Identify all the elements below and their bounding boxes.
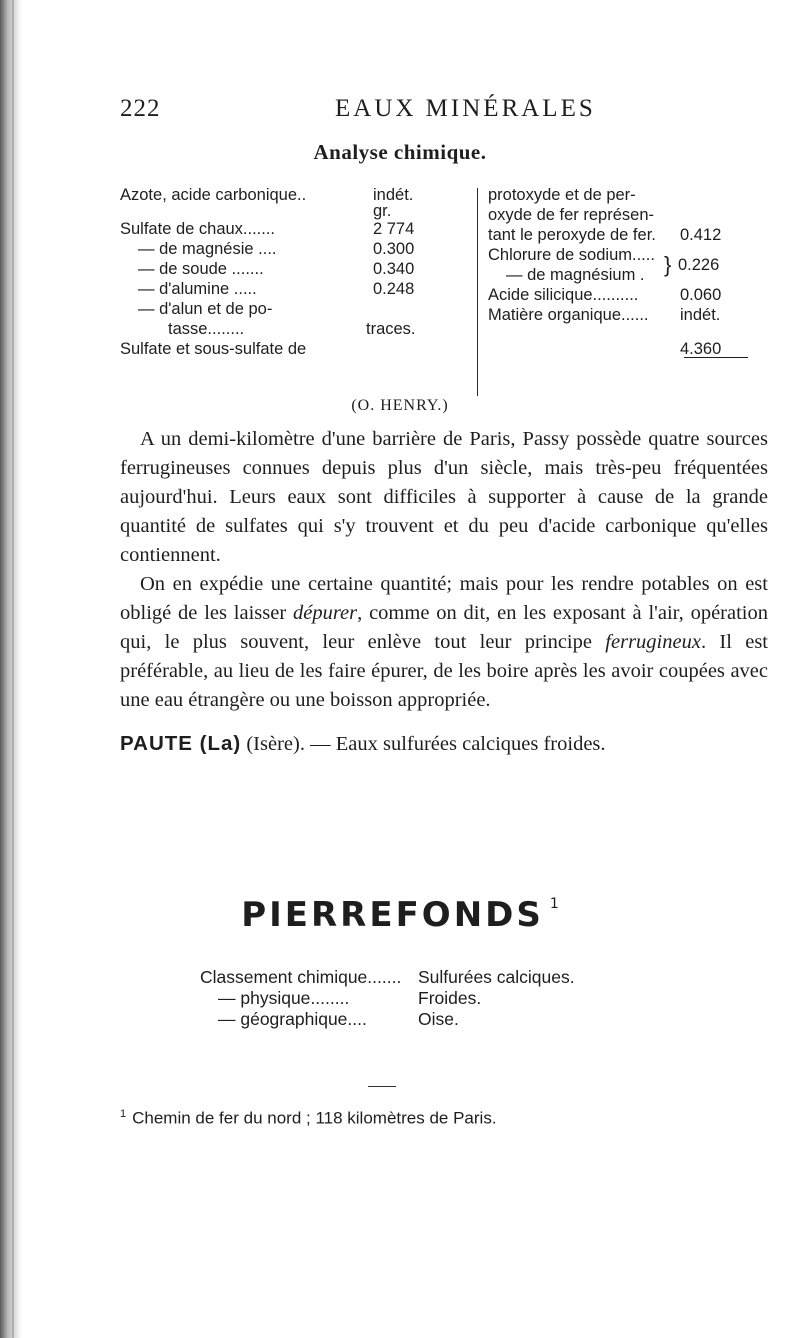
unit-label: gr. xyxy=(373,202,392,220)
analysis-value: indét. xyxy=(680,306,721,324)
footnote-text: Chemin de fer du nord ; 118 kilomètres de Paris. xyxy=(132,1108,497,1128)
footnote xyxy=(120,1108,780,1129)
entry-paute xyxy=(120,732,780,756)
analysis-label: — de soude ....... xyxy=(138,260,264,278)
analysis-row xyxy=(120,259,472,279)
analysis-row xyxy=(488,205,768,225)
analysis-row xyxy=(488,245,768,265)
analysis-label: Chlorure de sodium..... xyxy=(488,246,655,264)
footnote-marker: 1 xyxy=(549,896,559,912)
analysis-label: Sulfate et sous-sulfate de xyxy=(120,340,307,358)
analysis-title: Analyse chimique. xyxy=(313,140,487,164)
analysis-row xyxy=(488,305,768,325)
page-number: 222 xyxy=(120,95,161,122)
paragraph-text: , comme on dit, en les exposant à l'air, opération qui, le plus souvent, leur enlève tout leur principe xyxy=(120,602,768,653)
section-title-text: PIERREFONDS xyxy=(241,895,544,935)
analysis-row xyxy=(488,285,768,305)
analysis-label: Sulfate de chaux....... xyxy=(120,220,276,238)
braced-value: 0.226 xyxy=(678,256,720,274)
analysis-signature: (O. HENRY.) xyxy=(351,397,449,414)
body-text xyxy=(120,425,768,715)
analysis-left-column xyxy=(120,185,472,359)
paragraph-text: On en expédie une certaine quantité; mais pour les rendre potables on est obligé de les laisser xyxy=(120,573,768,624)
footnote-number: 1 xyxy=(120,1108,127,1120)
analysis-value: 0.300 xyxy=(373,240,415,258)
braced-group xyxy=(488,245,768,285)
analysis-row xyxy=(120,185,472,205)
analysis-total-row xyxy=(488,339,768,359)
classification-value: Sulfurées calciques. xyxy=(418,967,575,987)
analysis-label: tasse........ xyxy=(168,320,245,338)
analysis-row xyxy=(120,339,472,359)
analysis-value: 0.248 xyxy=(373,280,415,298)
analysis-row xyxy=(120,279,472,299)
analysis-row xyxy=(120,219,472,239)
paragraph-text: . Il est préférable, au lieu de les faire épurer, de les boire après les avoir coupées avec une eau étrangère ou une boisson appropriée. xyxy=(120,631,768,711)
paragraph xyxy=(120,570,768,715)
analysis-label: — d'alumine ..... xyxy=(138,280,257,298)
analysis-label: Acide silicique.......... xyxy=(488,286,639,304)
section-title xyxy=(0,895,800,935)
analysis-right-column xyxy=(488,185,768,359)
classification-label: — géographique.... xyxy=(218,1009,367,1029)
analysis-value: 0.060 xyxy=(680,286,722,304)
classification-list xyxy=(200,967,700,1030)
column-divider xyxy=(477,188,478,396)
analysis-row xyxy=(120,299,472,319)
analysis-row xyxy=(488,185,768,205)
analysis-label: tant le peroxyde de fer. xyxy=(488,226,656,244)
emphasis-text: ferrugineux xyxy=(605,631,701,653)
classification-row xyxy=(200,967,700,988)
analysis-value: 0.340 xyxy=(373,260,415,278)
classification-value: Oise. xyxy=(418,1009,459,1029)
analysis-value: indét. xyxy=(373,186,414,204)
analysis-label: Matière organique...... xyxy=(488,306,649,324)
page-binding-shadow xyxy=(0,0,22,1338)
running-head: EAUX MINÉRALES xyxy=(335,95,596,122)
entry-description: (Isère). — Eaux sulfurées calciques froides. xyxy=(246,733,606,755)
brace-glyph: } xyxy=(664,252,672,277)
footnote-separator xyxy=(368,1086,396,1087)
analysis-label: — de magnésie .... xyxy=(138,240,277,258)
analysis-label: — de magnésium . xyxy=(506,266,645,284)
entry-name: PAUTE (La) xyxy=(120,732,242,755)
classification-row xyxy=(200,988,700,1009)
analysis-row xyxy=(488,265,768,285)
analysis-row xyxy=(120,319,472,339)
analysis-row xyxy=(488,225,768,245)
classification-value: Froides. xyxy=(418,988,482,1008)
analysis-label: — d'alun et de po- xyxy=(138,300,273,318)
analysis-label: Azote, acide carbonique.. xyxy=(120,186,307,204)
paragraph: A un demi-kilomètre d'une barrière de Paris, Passy possède quatre sources ferrugineuses connues depuis plus d'un siècle, mais très-peu fréquentées aujourd'hui. Leurs eaux sont difficiles à supporter à cause de la grande quantité de sulfates qui s'y trouvent et du peu d'acide carbonique qu'elles contiennent. xyxy=(120,428,768,566)
emphasis-text: dépurer xyxy=(292,602,358,624)
classification-label: — physique........ xyxy=(218,988,350,1008)
analysis-value: 0.412 xyxy=(680,226,722,244)
classification-label: Classement chimique....... xyxy=(200,967,402,987)
page-binding-stripe xyxy=(12,0,14,1338)
analysis-label: protoxyde et de per- xyxy=(488,186,636,204)
analysis-total: 4.360 xyxy=(680,340,722,358)
classification-row xyxy=(200,1009,700,1030)
analysis-value: 2 774 xyxy=(373,220,415,238)
analysis-value: traces. xyxy=(366,320,416,338)
analysis-row xyxy=(120,202,472,220)
analysis-label: oxyde de fer représen- xyxy=(488,206,655,224)
analysis-row xyxy=(120,239,472,259)
